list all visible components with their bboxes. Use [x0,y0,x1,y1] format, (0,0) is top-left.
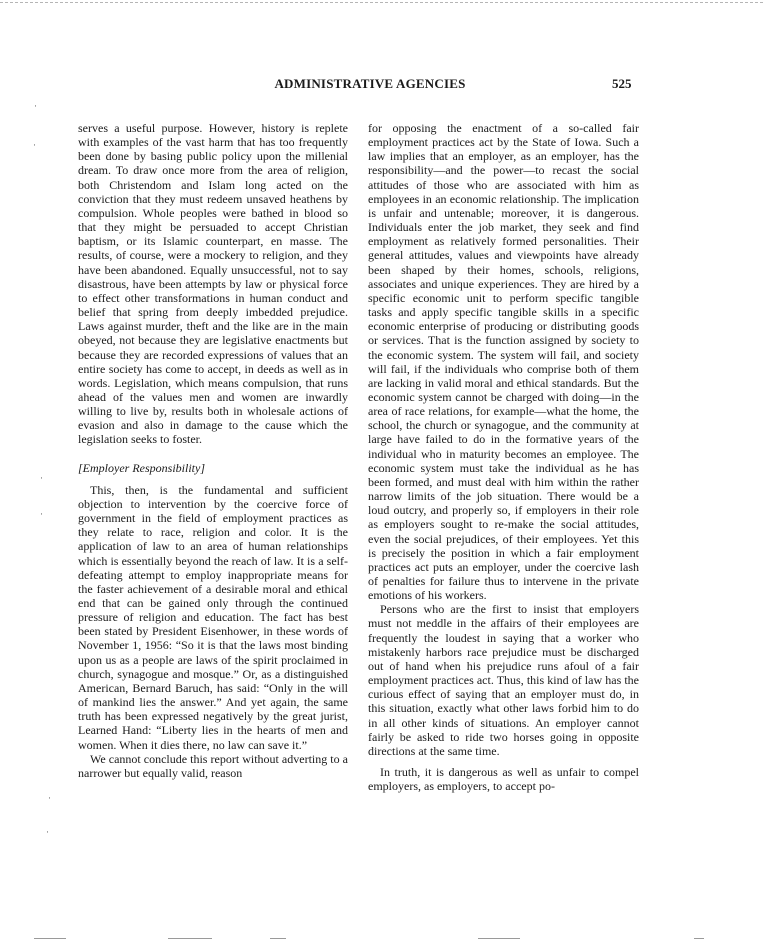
right-paragraph-2: Persons who are the first to insist that employers must not meddle in the affairs of their employees are frequently the loudest in saying that a worker who mistakenly harbors race prejudice must be discharged out of hand when his prejudice runs afoul of a fair employment practices act. Thus, this kind of law has the curious effect of saying that an employer must do, in this situation, exactly what other laws forbid him to do in all other kinds of situations. An employer cannot fairly be asked to ride two horses going in opposite directions at the same time. [368,602,639,758]
left-paragraph-3: We cannot conclude this report without adverting to a narrower but equally valid, reason [78,751,348,780]
left-paragraph-1: serves a useful purpose. However, history is replete with examples of the vast harm that has too frequently been done by basing public policy upon the millenial dream. To draw once more from the area of religion, both Christendom and Islam long acted on the conviction that they must redeem unsaved heathens by compulsion. Whole peoples were bathed in blood so that they might be persuaded to accept Christian baptism, or its Islamic counterpart, en masse. The results, of course, were a mockery to religion, and they have been abandoned. Equally unsuccessful, not to say disastrous, have been attempts by law or physical force to effect other transformations in human conduct and belief that spring from deeply imbedded prejudice. Laws against murder, theft and the like are in the main obeyed, not because they are legislative enactments but because they are recorded expressions of values that an entire society has come to accept, in deeds as well as in words. Legislation, which means compulsion, that runs ahead of the values men and women are inwardly willing to live by, results both in wholesale actions of evasion and also in damage to the cause which the legislation seeks to foster. [78,121,348,447]
right-paragraph-1: for opposing the enactment of a so-called fair employment practices act by the State of Iowa. Such a law implies that an employer, as an employer, has the responsibility—and the power—to recast the social attitudes of those who are associated with him as employees in an economic relationship. The implication is unfair and untenable; moreover, it is dangerous. Individuals enter the job market, they seek and find employment as relatively formed personalities. Their general attitudes, values and viewpoints have already been shaped by their homes, schools, religions, associates and unique experiences. They are hired by a specific economic unit to perform specific tangible tasks and apply specific tangible skills in a specific economic enterprise of producing or distributing goods or services. That is the function assigned by society to the economic system. The system will fail, and society will fail, if the individuals who comprise both of them are lacking in valid moral and ethical standards. But the economic system cannot be charged with doing—in the area of race relations, for example—what the home, the school, the church or synagogue, and the community at large have failed to do in the formative years of the individual who in maturity becomes an employee. The economic system must take the individual as he has been formed, and must deal with him within the rather narrow limits of the job situation. There would be a loud outcry, and properly so, if employers in their role as employers sought to re-make the social attitudes, even the social prejudices, of their employees. Yet this is precisely the position in which a fair employment practices act puts an employer, under the coercive lash of penalties for failure thus to intervene in the private emotions of his workers. [368,121,639,603]
margin-speck: · [34,101,37,111]
bottom-scan-fragment [270,938,286,939]
left-paragraph-2: This, then, is the fundamental and sufficient objection to intervention by the coercive force of government in the field of employment practices as they relate to race, religion and color. It is the application of law to an area of human relationships which is essentially beyond the reach of law. It is a self-defeating attempt to employ inappropriate means for the faster achievement of a desirable moral and ethical end that can be gained only through the continued pressure of religion and education. The fact has best been stated by President Eisenhower, in these words of November 1, 1956: “So it is that the laws most binding upon us as a people are laws of the spirit proclaimed in church, synagogue and mosque.” Or, as a distinguished American, Bernard Baruch, has said: “Only in the will of mankind lies the answer.” And yet again, the same truth has been expressed negatively by the great jurist, Learned Hand: “Liberty lies in the hearts of men and women. When it dies there, no law can save it.” [78,482,348,752]
margin-speck: · [40,509,43,519]
page-number: 525 [612,76,632,91]
bottom-scan-fragment [478,938,520,939]
margin-speck: · [33,140,36,150]
page-title: ADMINISTRATIVE AGENCIES [274,76,466,91]
right-column [368,121,639,793]
margin-speck: · [48,793,51,803]
top-scan-border [0,2,763,3]
margin-speck: · [40,473,43,483]
bottom-scan-fragment [168,938,212,939]
running-head [0,76,763,94]
bottom-scan-fragment [34,938,66,939]
section-subheading: [Employer Responsibility] [78,460,205,475]
bottom-scan-fragment [694,938,704,939]
margin-speck: · [46,827,49,837]
left-column [78,121,348,780]
right-paragraph-3: In truth, it is dangerous as well as unfair to compel employers, as employers, to accept po- [368,765,639,794]
